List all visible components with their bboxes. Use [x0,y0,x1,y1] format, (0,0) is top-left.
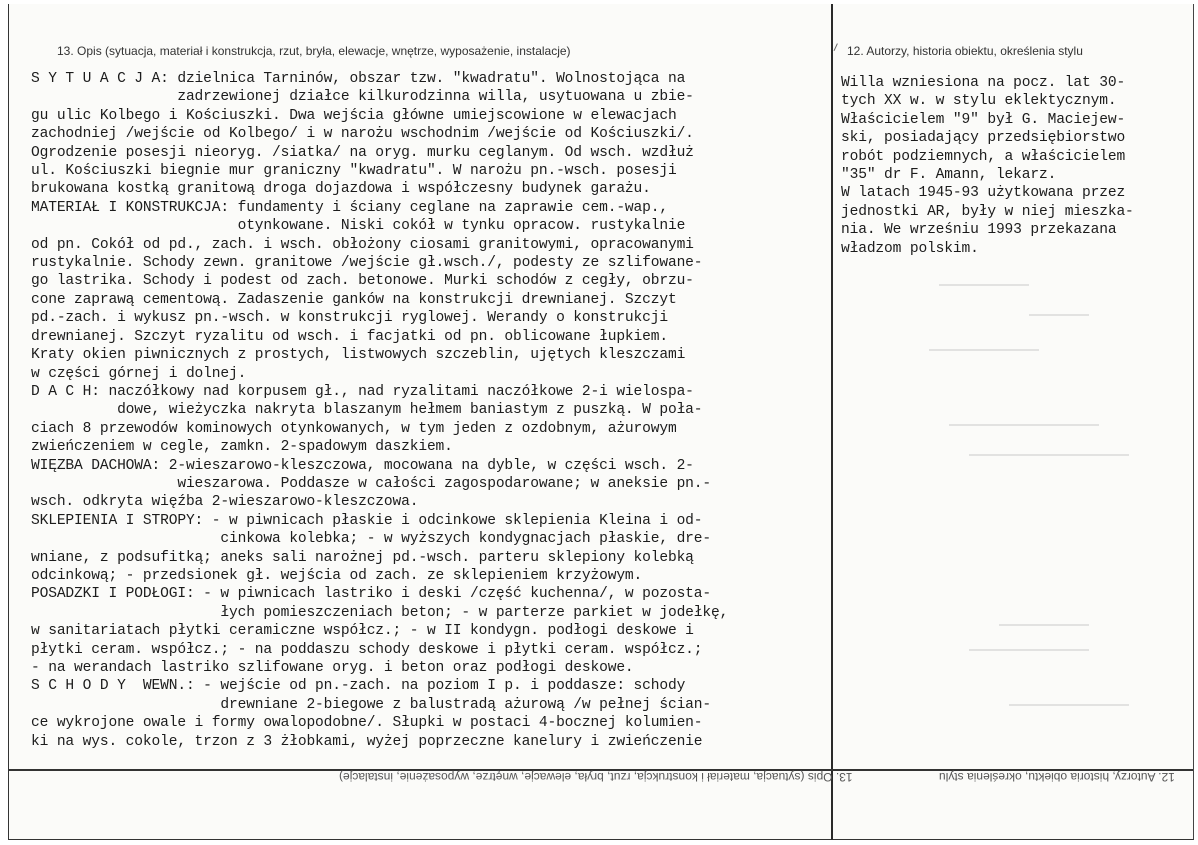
text-line: łych pomieszczeniach beton; - w parterze parkiet w jodełkę, [31,604,729,621]
text-line: gu ulic Kolbego i Kościuszki. Dwa wejścia główne umiejscowione w elewacjach [31,107,677,124]
text-line: nia. We wrześniu 1993 przekazana [841,222,1117,239]
text-line: dowe, wieżyczka nakryta blaszanym hełmem baniastym z puszką. W poła- [31,402,703,419]
text-line: drewniane 2-biegowe z balustradą ażurową /w pełnej ścian- [31,696,712,713]
history-text [841,74,1171,258]
text-line: w części górnej i dolnej. [31,365,247,382]
text-line: cinkowa kolebka; - w wyższych kondygnacjach płaskie, dre- [31,531,712,548]
show-through-marks [909,254,1169,734]
text-line: ki na wys. cokole, trzon z 3 żłobkami, wyżej poprzeczne kanelury i zwieńczenie [31,733,703,750]
text-line: ciach 8 przewodów kominowych otynkowanych, w tym jeden z ozdobnym, ażurowym [31,420,677,437]
text-line: wsch. odkryta więźba 2-wieszarowo-kleszczowa. [31,494,419,511]
left-column-header: 13. Opis (sytuacja, materiał i konstrukcja, rzut, bryła, elewacje, wnętrze, wyposażenie, instalacje) [57,44,571,58]
text-line: S C H O D Y WEWN.: - wejście od pn.-zach. na poziom I p. i poddasze: schody [31,678,686,695]
text-line: MATERIAŁ I KONSTRUKCJA: fundamenty i ściany ceglane na zaprawie cem.-wap., [31,199,668,216]
right-column-header: 12. Autorzy, historia obiektu, określenia stylu [847,44,1083,58]
text-line: ce wykrojone owale i formy owalopodobne/. Słupki w postaci 4-bocznej kolumien- [31,715,703,732]
text-line: tych XX w. w stylu eklektycznym. [841,93,1117,110]
text-line: ski, posiadający przedsiębiorstwo [841,130,1126,147]
text-line: S Y T U A C J A: dzielnica Tarninów, obszar tzw. "kwadratu". Wolnostojąca na [31,71,686,87]
text-line: W latach 1945-93 użytkowana przez [841,185,1126,202]
text-line: wniane, z podsufitką; aneks sali narożnej pd.-wsch. parteru sklepiony kolebką [31,549,694,566]
text-line: rustykalnie. Schody zewn. granitowe /wejście gł.wsch./, podesty ze szlifowane- [31,255,703,272]
text-line: SKLEPIENIA I STROPY: - w piwnicach płaskie i odcinkowe sklepienia Kleina i od- [31,512,703,529]
text-line: brukowana kostką granitową droga dojazdowa i współczesny budynek garażu. [31,181,651,198]
text-line: wieszarowa. Poddasze w całości zagospodarowane; w aneksie pn.- [31,475,712,492]
document-card [8,4,1194,840]
description-text [31,70,831,751]
text-line: POSADZKI I PODŁOGI: - w piwnicach lastriko i deski /część kuchenna/, w pozosta- [31,586,712,603]
column-divider [831,4,833,840]
text-line: WIĘZBA DACHOWA: 2-wieszarowo-kleszczowa, mocowana na dyble, w części wsch. 2- [31,457,694,474]
text-line: Ogrodzenie posesji nieoryg. /siatka/ na oryg. murku ceglanym. Od wsch. wzdłuż [31,144,694,161]
text-line: drewnianej. Szczyt ryzalitu od wsch. i facjatki od pn. oblicowane łupkiem. [31,328,668,345]
text-line: "35" dr F. Amann, lekarz. [841,167,1057,184]
text-line: pd.-zach. i wykusz pn.-wsch. w konstrukcji ryglowej. Werandy o konstrukcji [31,310,668,327]
text-line: otynkowane. Niski cokół w tynku opracow. rustykalnie [31,218,686,235]
text-line: w sanitariatach płytki ceramiczne współcz.; - w II kondygn. podłogi deskowe i [31,623,694,640]
mirrored-left-header: 13. Opis (sytuacja, materiał i konstrukcja, rzut, bryła, elewacje, wnętrze, wyposażenie, instalacje) [339,770,853,784]
text-line: zwieńczeniem w cegle, zamkn. 2-spadowym daszkiem. [31,439,453,456]
pen-mark [834,43,842,52]
text-line: jednostki AR, były w niej mieszka- [841,203,1134,220]
text-line: cone zaprawą cementową. Zadaszenie ganków na konstrukcji drewnianej. Szczyt [31,291,677,308]
text-line: ul. Kościuszki biegnie mur graniczny "kwadratu". W narożu pn.-wsch. posesji [31,163,677,180]
text-line: Willa wzniesiona na pocz. lat 30- [841,75,1126,91]
mirrored-right-header: 12. Autorzy, historia obiektu, określenia stylu [939,770,1175,784]
text-line: go lastrika. Schody i podest od zach. betonowe. Murki schodów z cegły, obrzu- [31,273,694,290]
text-line: Właścicielem "9" był G. Maciejew- [841,111,1126,128]
text-line: zadrzewionej działce kilkurodzinna willa, usytuowana u zbie- [31,89,694,106]
text-line: władzom polskim. [841,240,979,257]
text-line: D A C H: naczółkowy nad korpusem gł., nad ryzalitami naczółkowe 2-i wielospa- [31,383,694,400]
text-line: odcinkową; - przedsionek gł. wejścia od zach. ze sklepieniem krzyżowym. [31,567,643,584]
text-line: - na werandach lastriko szlifowane oryg. i beton oraz podłogi deskowe. [31,660,634,676]
text-line: zachodniej /wejście od Kolbego/ i w narożu wschodnim /wejście od Kościuszki/. [31,126,694,143]
text-line: robót podziemnych, a właścicielem [841,148,1126,165]
text-line: płytki ceram. współcz.; - na poddaszu schody deskowe i płytki ceram. współcz.; [31,641,703,658]
text-line: Kraty okien piwnicznych z prostych, listwowych szczeblin, ujętych kleszczami [31,347,686,364]
text-line: od pn. Cokół od pd., zach. i wsch. obłożony ciosami granitowymi, opracowanymi [31,236,694,253]
